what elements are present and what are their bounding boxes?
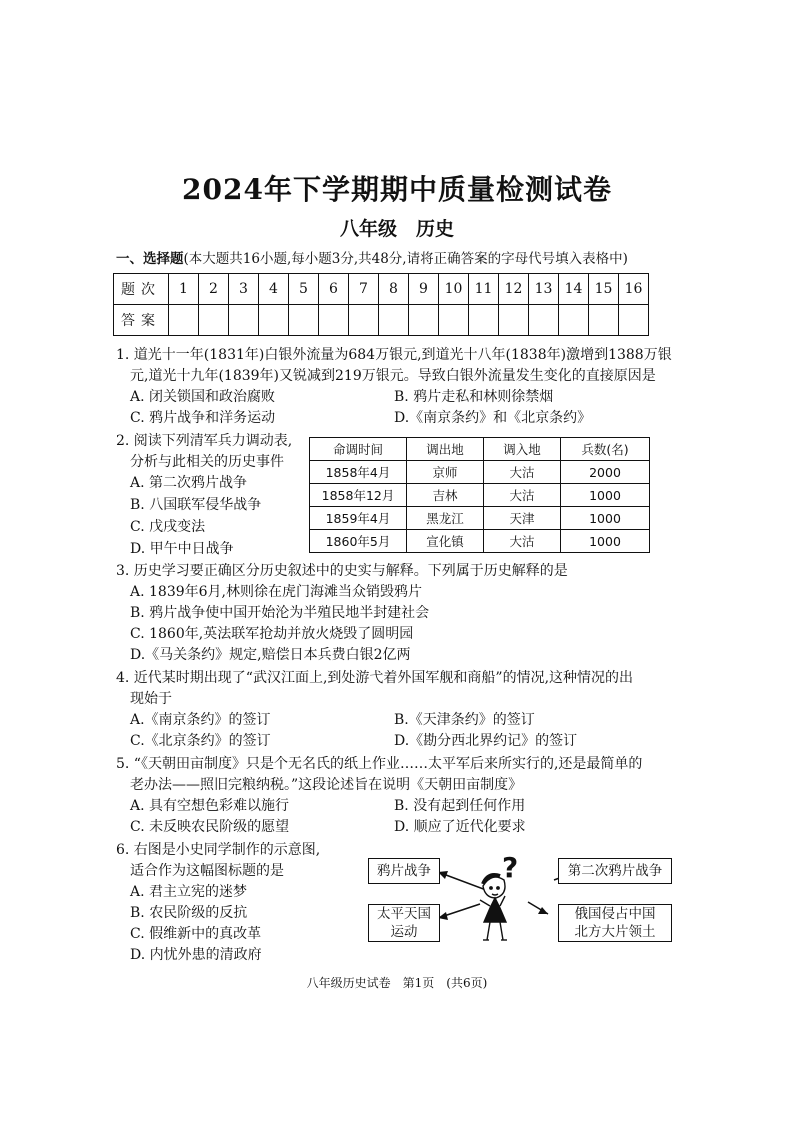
question-number: 15 (589, 274, 619, 305)
troop-table-cell: 大沽 (484, 530, 561, 553)
diagram-box-label: 北方大片领土 (574, 924, 656, 940)
q5-stem-line1: 5. “《天朝田亩制度》只是个无名氏的纸上作业……太平军后来所实行的,还是最简单的 (116, 756, 643, 772)
troop-table-cell: 大沽 (484, 461, 561, 484)
answer-cell[interactable] (199, 305, 229, 336)
answer-cell[interactable] (529, 305, 559, 336)
answer-table (113, 273, 649, 336)
row-label-question-number: 题次 (114, 274, 169, 305)
troop-table-cell: 1859年4月 (310, 507, 407, 530)
q6-option-b: B. 农民阶级的反抗 (130, 905, 248, 921)
q5-stem-line2: 老办法——照旧完粮纳税。”这段论述旨在说明《天朝田亩制度》 (130, 777, 523, 793)
answer-cell[interactable] (619, 305, 649, 336)
troop-table-cell: 2000 (561, 461, 650, 484)
answer-table-number-row (114, 274, 649, 305)
q2-option-b: B. 八国联军侵华战争 (130, 497, 262, 513)
diagram-box-label: 运动 (390, 924, 418, 940)
troop-movement-table (309, 437, 650, 553)
q3-option-d: D.《马关条约》规定,赔偿日本兵费白银2亿两 (130, 647, 411, 663)
question-mark-icon: ? (502, 851, 519, 884)
q5-option-c: C. 未反映农民阶级的愿望 (130, 819, 290, 835)
question-number: 3 (229, 274, 259, 305)
q6-stem-line2: 适合作为这幅图标题的是 (130, 863, 284, 879)
page-footer: 八年级历史试卷 第1页 (共6页) (306, 976, 488, 990)
question-number: 4 (259, 274, 289, 305)
q5-option-b: B. 没有起到任何作用 (394, 798, 526, 814)
q6-option-a: A. 君主立宪的迷梦 (130, 884, 248, 900)
q3-option-c: C. 1860年,英法联军抢劫并放火烧毁了圆明园 (130, 626, 414, 642)
troop-table-row (310, 530, 650, 553)
troop-table-cell: 1000 (561, 484, 650, 507)
answer-cell[interactable] (379, 305, 409, 336)
question-number: 7 (349, 274, 379, 305)
q3-option-b: B. 鸦片战争使中国开始沦为半殖民地半封建社会 (130, 605, 430, 621)
answer-table-answer-row (114, 305, 649, 336)
q1-option-a: A. 闭关锁国和政治腐败 (130, 389, 276, 405)
diagram-box-label: 俄国侵占中国 (574, 906, 656, 922)
troop-table-cell: 宣化镇 (407, 530, 484, 553)
troop-table-header: 调出地 (407, 438, 484, 461)
troop-table-cell: 京师 (407, 461, 484, 484)
question-number: 9 (409, 274, 439, 305)
q6-option-d: D. 内忧外患的清政府 (130, 947, 262, 963)
question-number: 6 (319, 274, 349, 305)
troop-table-row (310, 484, 650, 507)
q1-stem-line2: 元,道光十九年(1839年)又锐减到219万银元。导致白银外流量发生变化的直接原因是 (130, 368, 656, 384)
exam-subtitle: 八年级 历史 (339, 218, 454, 240)
question-number: 16 (619, 274, 649, 305)
thinking-student-figure (480, 875, 507, 940)
q1-option-d: D.《南京条约》和《北京条约》 (394, 410, 592, 426)
q2-option-c: C. 戊戌变法 (130, 519, 206, 535)
answer-cell[interactable] (169, 305, 199, 336)
q4-option-a: A.《南京条约》的签订 (130, 712, 271, 728)
diagram-box-second-opium-war (558, 858, 672, 884)
q6-concept-diagram (362, 848, 682, 948)
row-label-answer: 答案 (114, 305, 169, 336)
question-number: 14 (559, 274, 589, 305)
answer-cell[interactable] (589, 305, 619, 336)
q5-option-d: D. 顺应了近代化要求 (394, 819, 526, 835)
troop-table-row (310, 461, 650, 484)
answer-cell[interactable] (409, 305, 439, 336)
section-note: (本大题共16小题,每小题3分,共48分,请将正确答案的字母代号填入表格中) (183, 251, 628, 267)
troop-table-cell: 大沽 (484, 484, 561, 507)
q4-stem-line1: 4. 近代某时期出现了“武汉江面上,到处游弋着外国军舰和商船”的情况,这种情况的出 (116, 670, 634, 686)
q2-stem-line2: 分析与此相关的历史事件 (130, 454, 284, 470)
q6-option-c: C. 假维新中的真改革 (130, 926, 262, 942)
answer-cell[interactable] (289, 305, 319, 336)
answer-cell[interactable] (439, 305, 469, 336)
answer-cell[interactable] (259, 305, 289, 336)
q4-stem-line2: 现始于 (130, 691, 172, 707)
question-number: 13 (529, 274, 559, 305)
diagram-box-label: 第二次鸦片战争 (567, 863, 663, 879)
troop-table-header-row (310, 438, 650, 461)
troop-table-row (310, 507, 650, 530)
q1-option-b: B. 鸦片走私和林则徐禁烟 (394, 389, 554, 405)
troop-table-cell: 1860年5月 (310, 530, 407, 553)
answer-cell[interactable] (349, 305, 379, 336)
question-number: 11 (469, 274, 499, 305)
q3-option-a: A. 1839年6月,林则徐在虎门海滩当众销毁鸦片 (130, 584, 422, 600)
troop-table-cell: 黑龙江 (407, 507, 484, 530)
diagram-box-opium-war (368, 858, 440, 884)
section-title: 一、选择题 (116, 251, 184, 267)
question-number: 2 (199, 274, 229, 305)
diagram-box-russian-occupation (558, 904, 672, 942)
troop-table-header: 命调时间 (310, 438, 407, 461)
answer-cell[interactable] (559, 305, 589, 336)
troop-table-cell: 1000 (561, 507, 650, 530)
diagram-box-label: 太平天国 (377, 906, 431, 922)
troop-table-header: 兵数(名) (561, 438, 650, 461)
q1-option-c: C. 鸦片战争和洋务运动 (130, 410, 276, 426)
answer-cell[interactable] (229, 305, 259, 336)
q3-stem: 3. 历史学习要正确区分历史叙述中的史实与解释。下列属于历史解释的是 (116, 563, 568, 579)
section-heading (116, 247, 628, 267)
exam-title: 2024年下学期期中质量检测试卷 (182, 173, 612, 206)
q5-option-a: A. 具有空想色彩难以施行 (130, 798, 290, 814)
q6-stem-line1: 6. 右图是小史同学制作的示意图, (116, 842, 321, 858)
q4-option-b: B.《天津条约》的签订 (394, 712, 535, 728)
q4-option-d: D.《勘分西北界约记》的签订 (394, 733, 578, 749)
question-number: 10 (439, 274, 469, 305)
question-number: 5 (289, 274, 319, 305)
q1-stem-line1: 1. 道光十一年(1831年)白银外流量为684万银元,到道光十八年(1838年)激增到1388万银 (116, 347, 672, 363)
diagram-box-label: 鸦片战争 (377, 863, 431, 879)
diagram-box-taiping (368, 904, 440, 942)
q2-stem-line1: 2. 阅读下列清军兵力调动表, (116, 433, 293, 449)
question-number: 1 (169, 274, 199, 305)
q2-option-a: A. 第二次鸦片战争 (130, 475, 248, 491)
q4-option-c: C.《北京条约》的签订 (130, 733, 271, 749)
answer-cell[interactable] (499, 305, 529, 336)
question-number: 12 (499, 274, 529, 305)
troop-table-cell: 吉林 (407, 484, 484, 507)
answer-cell[interactable] (469, 305, 499, 336)
troop-table-cell: 1858年12月 (310, 484, 407, 507)
troop-table-cell: 1000 (561, 530, 650, 553)
q2-option-d: D. 甲午中日战争 (130, 541, 234, 557)
troop-table-header: 调入地 (484, 438, 561, 461)
answer-cell[interactable] (319, 305, 349, 336)
troop-table-cell: 天津 (484, 507, 561, 530)
question-number: 8 (379, 274, 409, 305)
troop-table-cell: 1858年4月 (310, 461, 407, 484)
